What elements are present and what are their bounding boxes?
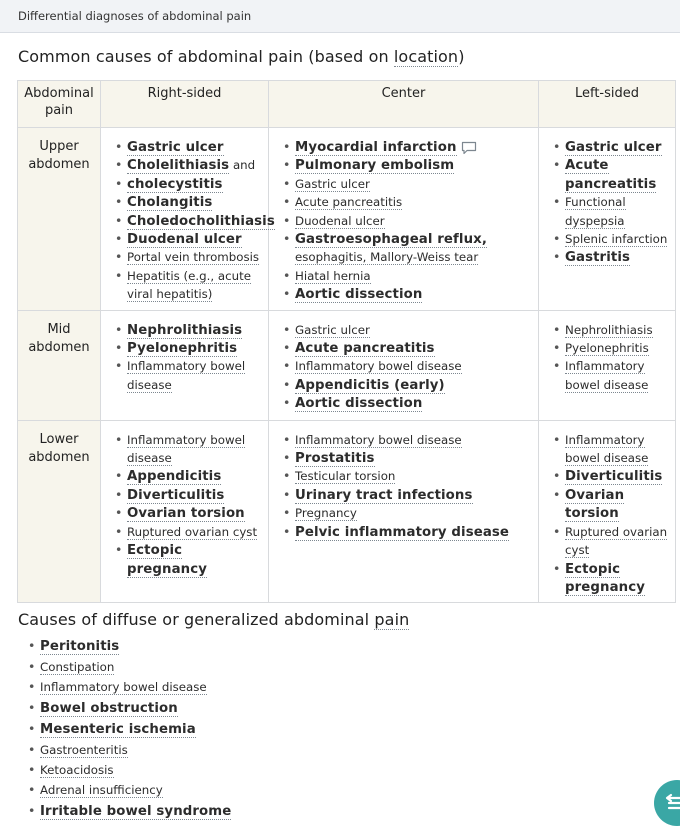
diagnosis-link[interactable]: Gastric ulcer — [295, 176, 370, 191]
list-item — [543, 156, 671, 193]
diagnosis-link[interactable]: Gastric ulcer — [127, 140, 224, 155]
row-header: Lower abdomen — [18, 420, 101, 603]
diagnosis-link[interactable]: Inflammatory bowel disease — [127, 432, 246, 466]
diagnosis-link[interactable]: cholecystitis — [127, 176, 223, 192]
list-item — [105, 504, 264, 522]
diagnosis-link[interactable]: Inflammatory bowel disease — [295, 359, 462, 374]
list-item — [543, 193, 671, 230]
list-item-suffix: and — [229, 158, 256, 173]
diagnosis-link[interactable]: Inflammatory bowel disease — [565, 432, 649, 466]
table-cell — [269, 128, 539, 311]
list-item — [273, 248, 534, 266]
list-item — [105, 357, 264, 394]
list-item — [105, 212, 275, 230]
diagnosis-link[interactable]: Myocardial infarction — [295, 140, 457, 155]
location-link[interactable]: location — [393, 47, 459, 66]
comment-icon[interactable] — [461, 141, 477, 155]
menu-fab-button[interactable] — [654, 780, 680, 826]
diagnosis-link[interactable]: Inflammatory bowel disease — [295, 432, 462, 447]
diagnosis-link[interactable]: Mesenteric ischemia — [40, 721, 196, 737]
column-header-location: Abdominal pain — [18, 81, 101, 128]
list-item — [0, 677, 409, 697]
table-cell — [269, 420, 539, 603]
list-item — [105, 467, 264, 485]
list-item — [543, 486, 671, 523]
diagnosis-link[interactable]: Nephrolithiasis — [127, 322, 243, 338]
list-item — [273, 339, 534, 357]
diagnosis-link[interactable]: Acute pancreatitis — [295, 341, 435, 357]
list-item — [105, 339, 264, 357]
list-item — [543, 431, 671, 468]
diagnosis-link[interactable]: Hiatal hernia — [295, 268, 371, 283]
diagnosis-link[interactable]: Portal vein thrombosis — [127, 250, 260, 265]
list-item — [273, 230, 534, 248]
list-item — [273, 156, 534, 174]
diagnosis-link[interactable]: esophagitis, Mallory-Weiss tear — [295, 250, 479, 265]
diagnosis-link[interactable]: Inflammatory bowel disease — [127, 359, 246, 392]
diagnosis-link[interactable]: Cholelithiasis — [127, 158, 230, 174]
list-item — [273, 193, 534, 211]
table-header-row — [18, 81, 676, 128]
list-item — [0, 740, 409, 760]
diagnosis-list — [273, 321, 534, 413]
list-item — [105, 230, 264, 248]
diagnosis-link[interactable]: Pyelonephritis — [565, 341, 649, 356]
diagnosis-link[interactable]: Duodenal ulcer — [295, 213, 385, 228]
diagnosis-link[interactable]: Acute pancreatitis — [565, 158, 657, 192]
list-item — [105, 541, 264, 578]
diagnosis-table — [17, 80, 676, 603]
diagnosis-link[interactable]: Pyelonephritis — [127, 341, 238, 357]
diagnosis-link[interactable]: Inflammatory bowel disease — [565, 359, 649, 392]
diagnosis-link[interactable]: Ruptured ovarian cyst — [565, 524, 668, 558]
table-cell — [101, 420, 269, 603]
list-item — [273, 212, 534, 230]
list-item — [0, 719, 409, 740]
list-item — [273, 431, 534, 449]
list-item — [105, 156, 264, 174]
table-cell — [539, 128, 676, 311]
list-item — [273, 467, 534, 485]
diagnosis-link[interactable]: Adrenal insufficiency — [40, 783, 163, 798]
list-item — [105, 431, 264, 468]
list-item — [543, 467, 671, 485]
section-title-location — [18, 45, 680, 69]
diagnosis-link[interactable]: Diverticulitis — [127, 487, 225, 503]
diagnosis-list — [543, 321, 671, 395]
row-header: Upper abdomen — [18, 128, 101, 311]
list-item — [273, 394, 534, 412]
list-item — [273, 504, 534, 522]
column-header-center: Center — [269, 81, 539, 128]
list-item — [0, 760, 409, 780]
table-row — [18, 310, 676, 420]
diagnosis-link[interactable]: Constipation — [40, 660, 115, 675]
diagnosis-link[interactable]: Gastroenteritis — [40, 743, 128, 758]
diagnosis-list — [105, 138, 275, 304]
list-item — [543, 357, 671, 394]
section-title-text: Causes of diffuse or generalized abdominal — [18, 610, 375, 629]
list-item — [273, 175, 534, 193]
list-item — [0, 698, 409, 719]
list-item — [105, 175, 264, 193]
diagnosis-link[interactable]: Ruptured ovarian cyst — [127, 524, 258, 539]
pain-link[interactable]: pain — [374, 610, 410, 629]
list-item — [105, 248, 264, 266]
list-item — [0, 780, 409, 800]
diagnosis-link[interactable]: Appendicitis (early) — [295, 377, 445, 393]
diagnosis-link[interactable]: Gastric ulcer — [295, 322, 370, 337]
list-item — [543, 321, 671, 339]
diagnosis-link[interactable]: Ectopic pregnancy — [127, 543, 207, 577]
column-header-left: Left-sided — [539, 81, 676, 128]
diagnosis-link[interactable]: Bowel obstruction — [40, 700, 178, 716]
list-item — [273, 357, 534, 375]
list-item — [273, 321, 534, 339]
diagnosis-link[interactable]: Choledocholithiasis — [127, 213, 275, 229]
list-item — [105, 138, 264, 156]
diagnosis-list — [105, 431, 264, 578]
list-item — [105, 486, 264, 504]
diffuse-section — [0, 608, 409, 822]
list-item — [543, 138, 671, 156]
list-item — [543, 560, 671, 597]
section-title-diffuse — [18, 608, 409, 632]
diagnosis-link[interactable]: Diverticulitis — [565, 469, 663, 485]
diagnosis-link[interactable]: Acute pancreatitis — [295, 195, 403, 210]
diagnosis-link[interactable]: Aortic dissection — [295, 287, 423, 303]
list-item — [273, 376, 534, 394]
diagnosis-link[interactable]: Inflammatory bowel disease — [40, 680, 207, 695]
diagnosis-link[interactable]: Pelvic inflammatory disease — [295, 524, 510, 540]
diagnosis-link[interactable]: Pulmonary embolism — [295, 158, 455, 174]
diagnosis-link[interactable]: Ectopic pregnancy — [565, 561, 645, 595]
list-item — [0, 636, 409, 657]
list-item — [0, 801, 409, 822]
list-item — [543, 248, 671, 266]
diagnosis-list — [543, 138, 671, 267]
diagnosis-link[interactable]: Cholangitis — [127, 195, 213, 211]
diagnosis-list — [105, 321, 264, 395]
table-row — [18, 420, 676, 603]
table-row — [18, 128, 676, 311]
diagnosis-link[interactable]: Aortic dissection — [295, 396, 423, 412]
diagnosis-link[interactable]: Nephrolithiasis — [565, 322, 653, 337]
diagnosis-link[interactable]: Splenic infarction — [565, 232, 668, 247]
list-item — [273, 523, 534, 541]
diagnosis-link[interactable]: Gastroesophageal reflux, — [295, 232, 487, 248]
diagnosis-link[interactable]: Hepatitis (e.g., acute viral hepatitis) — [127, 268, 251, 302]
list-item — [273, 449, 534, 467]
diagnosis-link[interactable]: Gastric ulcer — [565, 140, 662, 155]
diagnosis-link[interactable]: Irritable bowel syndrome — [40, 803, 232, 819]
table-cell — [101, 128, 275, 311]
diagnosis-link[interactable]: Duodenal ulcer — [127, 232, 242, 248]
table-cell — [269, 310, 539, 420]
diagnosis-link[interactable]: Ovarian torsion — [565, 487, 625, 522]
list-item — [273, 267, 534, 285]
diagnosis-link[interactable]: Functional dyspepsia — [565, 195, 626, 228]
list-item — [543, 523, 671, 560]
page-title: Differential diagnoses of abdominal pain — [18, 9, 252, 23]
list-item — [105, 267, 264, 304]
list-item — [0, 657, 409, 677]
diagnosis-list — [543, 431, 671, 597]
diagnosis-link[interactable]: Prostatitis — [295, 451, 375, 467]
list-item — [543, 339, 671, 357]
list-item — [273, 138, 534, 156]
table-cell — [101, 310, 269, 420]
diagnosis-list — [273, 138, 534, 304]
diagnosis-link[interactable]: Gastritis — [565, 250, 631, 266]
header-bar — [0, 0, 680, 33]
list-item — [105, 523, 264, 541]
diagnosis-list — [273, 431, 534, 541]
section-title-text: Common causes of abdominal pain (based on — [18, 47, 394, 66]
list-item — [105, 193, 264, 211]
diagnosis-link[interactable]: Peritonitis — [40, 639, 120, 654]
diagnosis-link[interactable]: Ovarian torsion — [127, 506, 245, 522]
list-item — [273, 486, 534, 504]
diagnosis-link[interactable]: Pregnancy — [295, 506, 357, 521]
diagnosis-link[interactable]: Ketoacidosis — [40, 763, 114, 778]
diagnosis-link[interactable]: Appendicitis — [127, 469, 222, 485]
list-item — [105, 321, 264, 339]
list-item — [273, 285, 534, 303]
table-cell — [539, 420, 676, 603]
menu-arrow-icon — [654, 780, 680, 826]
column-header-right: Right-sided — [101, 81, 269, 128]
diffuse-causes-list — [0, 636, 409, 822]
table-cell — [539, 310, 676, 420]
diagnosis-link[interactable]: Testicular torsion — [295, 469, 396, 484]
list-item — [543, 230, 671, 248]
section-title-close: ) — [458, 47, 465, 66]
row-header: Mid abdomen — [18, 310, 101, 420]
diagnosis-link[interactable]: Urinary tract infections — [295, 487, 473, 503]
